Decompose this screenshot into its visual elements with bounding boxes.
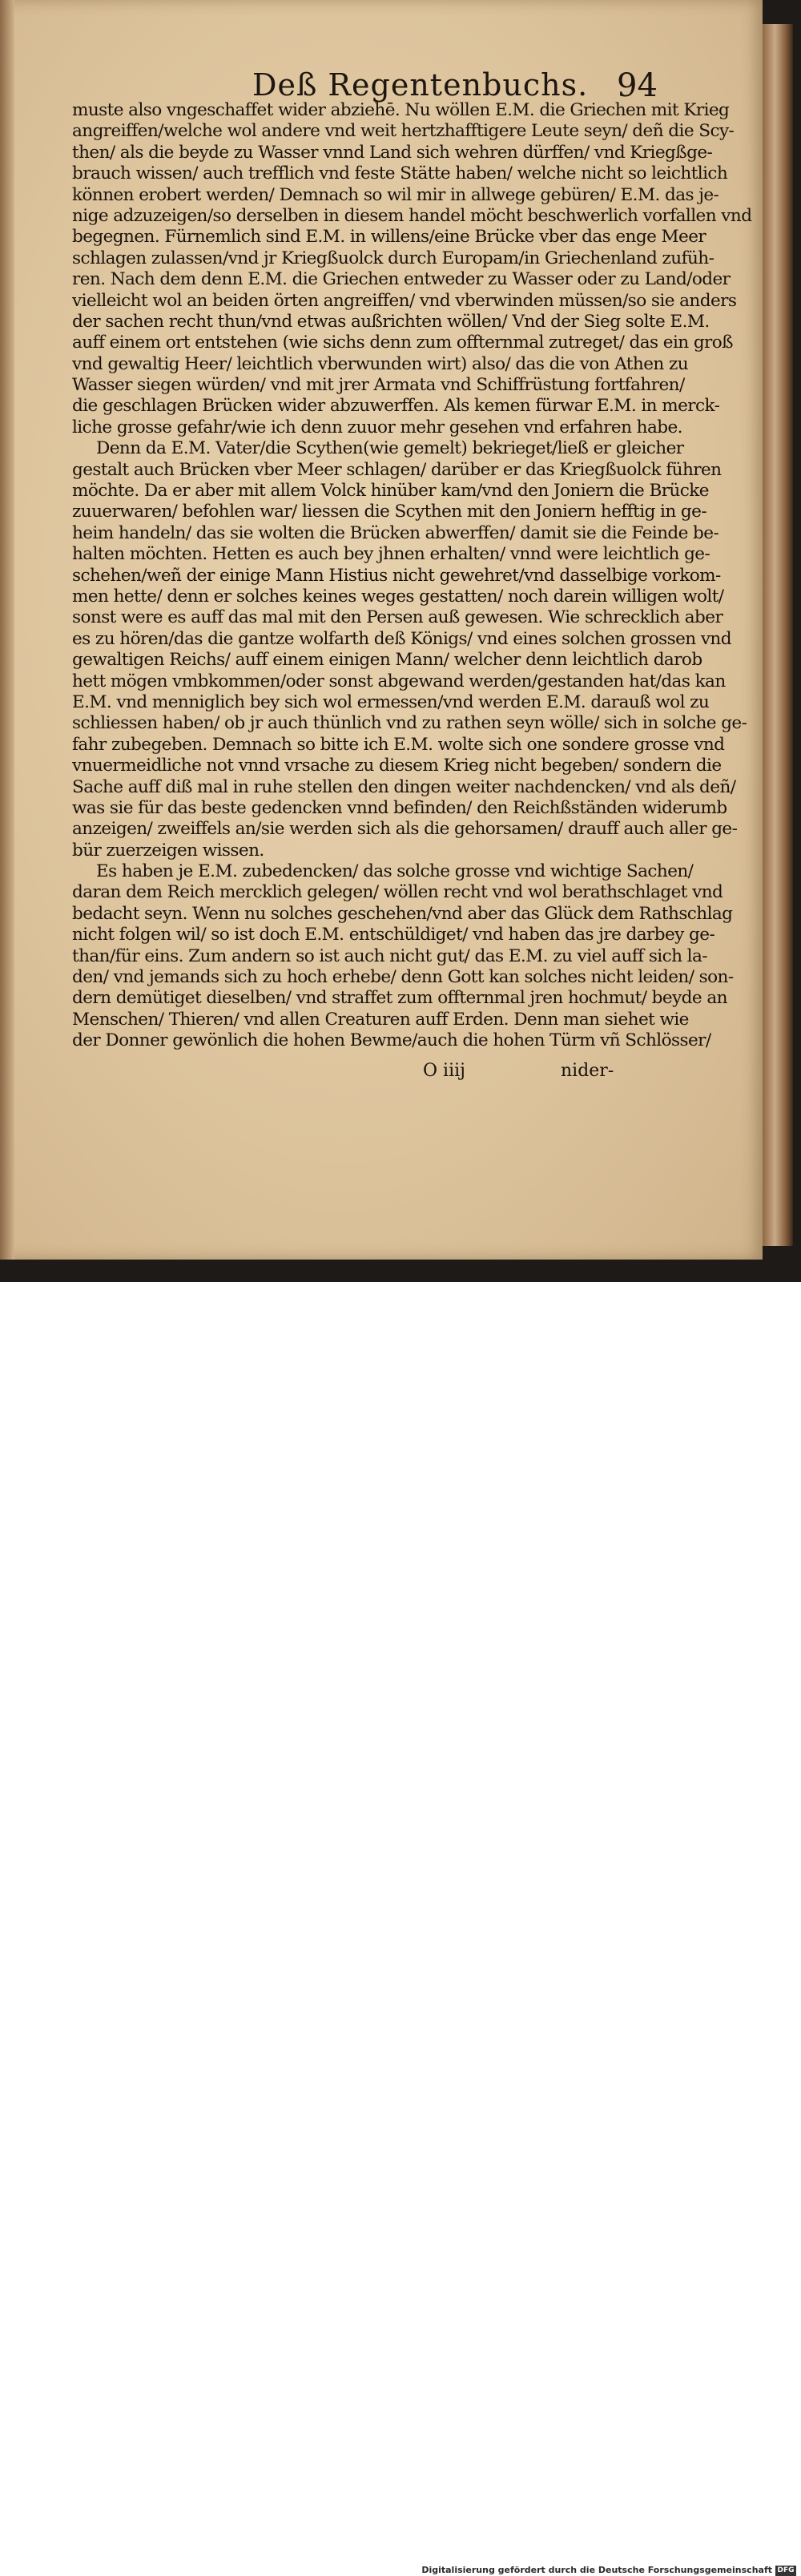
text-line: schehen/weñ der einige Mann Histius nicht gewehret/vnd dasselbige vorkom-: [72, 565, 721, 586]
text-line: auff einem ort entstehen (wie sichs denn zum offternmal zutreget/ das ein groß: [72, 333, 734, 353]
text-line: fahr zubegeben. Demnach so bitte ich E.M. wolte sich one sondere grosse vnd: [72, 734, 725, 755]
signature-mark: O iiij: [423, 1061, 465, 1081]
text-line: brauch wissen/ auch trefflich vnd feste Stätte haben/ welche nicht so leichtlich: [72, 163, 728, 184]
dfg-logo: DFG: [775, 2566, 796, 2576]
text-line: schliessen haben/ ob jr auch thünlich vnd zu rathen seyn wölle/ sich in solche ge-: [72, 713, 747, 734]
text-line: Sache auff diß mal in ruhe stellen den dingen weiter nachdencken/ vnd als deñ/: [72, 776, 736, 797]
text-line: liche grosse gefahr/wie ich denn zuuor mehr gesehen vnd erfahren habe.: [72, 417, 682, 437]
text-line: gestalt auch Brücken vber Meer schlagen/ darüber er das Kriegßuolck führen: [72, 459, 722, 480]
page-gutter: [0, 0, 14, 1260]
body-text: [72, 100, 752, 1052]
text-line: vielleicht wol an beiden örten angreiffen/ vnd vberwinden müssen/so sie anders: [72, 290, 737, 311]
text-line: zuuerwaren/ befohlen war/ liessen die Scythen mit den Joniern hefftig in ge-: [72, 502, 707, 522]
text-line: der Donner gewönlich die hohen Bewme/auch die hohen Türm vñ Schlösser/: [72, 1030, 711, 1051]
book-page: [0, 0, 763, 1260]
running-head: Deß Regentenbuchs.: [252, 67, 589, 103]
text-line: möchte. Da er aber mit allem Volck hinüber kam/vnd den Joniern die Brücke: [72, 481, 709, 502]
text-line: men hette/ denn er solches keines weges gestatten/ noch darein willigen wolt/: [72, 586, 724, 607]
text-line: Wasser siegen würden/ vnd mit jrer Armata vnd Schiffrüstung fortfahren/: [72, 375, 685, 396]
text-line: gewaltigen Reichs/ auff einem einigen Mann/ welcher denn leichtlich darob: [72, 650, 702, 671]
text-line: begegnen. Fürnemlich sind E.M. in willens/eine Brücke vber das enge Meer: [72, 227, 706, 248]
text-line: vnuermeidliche not vnnd vrsache zu diesem Krieg nicht begeben/ sondern die: [72, 756, 722, 776]
text-line: anzeigen/ zweiffels an/sie werden sich als die gehorsamen/ drauff auch aller ge-: [72, 819, 738, 840]
text-line: es zu hören/das die gantze wolfarth deß Königs/ vnd eines solchen grossen vnd: [72, 628, 731, 649]
text-line: die geschlagen Brücken wider abzuwerffen. Als kemen fürwar E.M. in merck-: [72, 396, 720, 417]
text-line: können erobert werden/ Demnach so wil mir in allwege gebüren/ E.M. das je-: [72, 184, 719, 205]
credit-bar: [0, 1282, 801, 2575]
text-line: muste also vngeschaffet wider abziehē. Nu wöllen E.M. die Griechen mit Krieg: [72, 100, 730, 120]
text-line: Es haben je E.M. zubedencken/ das solche grosse vnd wichtige Sachen/: [96, 861, 694, 882]
text-line: nige adzuzeigen/so derselben in diesem handel möcht beschwerlich vorfallen vnd: [72, 205, 752, 226]
scan-credit: Digitalisierung gefördert durch die Deutsche Forschungsgemeinschaft: [421, 2565, 772, 2575]
text-line: bür zuerzeigen wissen.: [72, 840, 264, 861]
folio-number: 94: [617, 67, 658, 104]
text-line: sonst were es auff das mal mit den Persen auß gewesen. Wie schrecklich aber: [72, 607, 723, 628]
text-line: den/ vnd jemands sich zu hoch erhebe/ denn Gott kan solches nicht leiden/ son-: [72, 967, 734, 988]
text-line: vnd gewaltig Heer/ leichtlich vberwunden wirt) also/ das die von Athen zu: [72, 353, 689, 374]
text-line: bedacht seyn. Wenn nu solches geschehen/vnd aber das Glück dem Rathschlag: [72, 903, 733, 924]
text-line: daran dem Reich mercklich gelegen/ wöllen recht vnd wol berathschlaget vnd: [72, 882, 723, 903]
text-line: dern demütiget dieselben/ vnd straffet zum offternmal jren hochmut/ beyde an: [72, 988, 727, 1009]
text-line: than/für eins. Zum andern so ist auch nicht gut/ das E.M. zu viel auff sich la-: [72, 945, 707, 966]
text-line: then/ als die beyde zu Wasser vnnd Land sich wehren dürffen/ vnd Kriegßge-: [72, 142, 713, 163]
text-line: heim handeln/ das sie wolten die Brücken abwerffen/ damit sie die Feinde be-: [72, 522, 719, 543]
text-line: was sie für das beste gedencken vnnd befinden/ den Reichßständen widerumb: [72, 797, 727, 818]
text-line: angreiffen/welche wol andere vnd weit hertzhafftigere Leute seyn/ deñ die Scy-: [72, 121, 735, 142]
text-line: hett mögen vmbkommen/oder sonst abgewand werden/gestanden hat/das kan: [72, 671, 726, 691]
text-line: E.M. vnd menniglich bey sich wol ermessen/vnd werden E.M. darauß wol zu: [72, 691, 710, 712]
text-line: schlagen zulassen/vnd jr Kriegßuolck durch Europam/in Griechenland zufüh-: [72, 248, 714, 268]
text-line: halten möchten. Hetten es auch bey jhnen erhalten/ vnnd were leichtlich ge-: [72, 544, 710, 565]
text-line: Denn da E.M. Vater/die Scythen(wie gemelt) bekrieget/ließ er gleicher: [96, 438, 684, 459]
text-line: ren. Nach dem denn E.M. die Griechen entweder zu Wasser oder zu Land/oder: [72, 269, 731, 290]
catchword: nider-: [561, 1061, 614, 1081]
text-line: Menschen/ Thieren/ vnd allen Creaturen auff Erden. Denn man siehet wie: [72, 1009, 689, 1030]
text-line: nicht folgen wil/ so ist doch E.M. entschüldiget/ vnd haben das jre darbey ge-: [72, 925, 715, 945]
text-line: der sachen recht thun/vnd etwas außrichten wöllen/ Vnd der Sieg solte E.M.: [72, 311, 710, 332]
